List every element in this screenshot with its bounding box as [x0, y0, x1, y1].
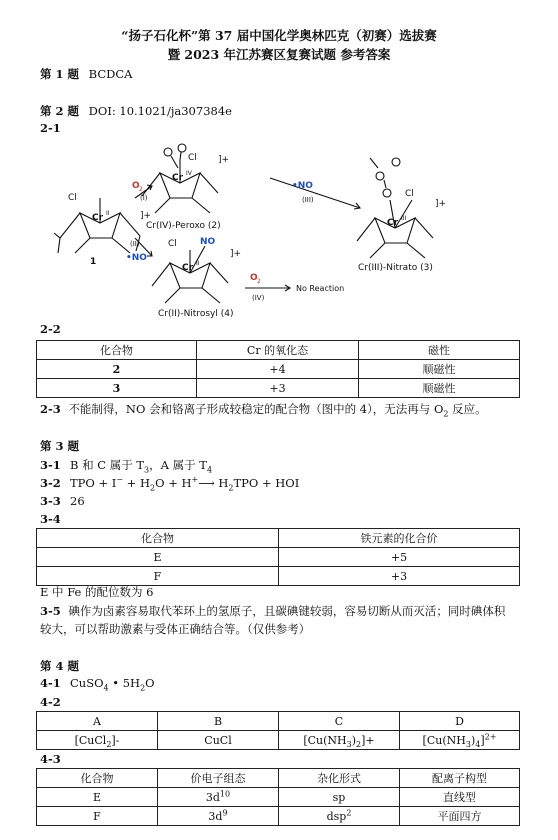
formula-part: [CuCl — [74, 733, 107, 747]
table-cell: 直线型 — [400, 788, 520, 807]
subscript: 4 — [206, 465, 213, 475]
charge-4: ]+ — [230, 249, 242, 259]
o2-reagent-1: O — [132, 181, 140, 191]
q4-1-label: 4-1 — [40, 676, 61, 690]
q2-2-label: 2-2 — [40, 322, 61, 336]
formula-part: 3d — [205, 790, 220, 804]
o2-reagent-4: O — [250, 273, 258, 283]
peroxo-label: Cr(IV)-Peroxo (2) — [146, 221, 221, 231]
superscript: + — [191, 475, 199, 485]
table-row — [37, 379, 520, 398]
table-header-row — [37, 341, 520, 360]
nitrato-label: Cr(III)-Nitrato (3) — [358, 263, 433, 273]
table-cell: E — [37, 788, 158, 807]
table-header-cell: 铁元素的化合价 — [279, 529, 520, 548]
table-header-cell: C — [279, 712, 400, 731]
q1-line — [40, 66, 132, 82]
formula-part: ]+ — [361, 733, 375, 747]
table-row — [37, 807, 520, 826]
table-cell: 顺磁性 — [359, 360, 520, 379]
o2-sub-4: 2 — [257, 278, 261, 285]
table-header-cell: 化合物 — [37, 341, 197, 360]
equation-part: TPO + HOI — [233, 476, 300, 490]
table-4-3 — [36, 768, 520, 826]
table-cell — [158, 788, 279, 807]
no-ligand-4: NO — [200, 237, 216, 247]
q3-label: 第 3 题 — [40, 439, 80, 453]
cr-ox-3: III — [401, 215, 407, 222]
table-cell — [279, 788, 400, 807]
equation-part: O + H — [155, 476, 192, 490]
subscript: 3 — [465, 739, 471, 749]
no-reagent-3: •NO — [292, 181, 313, 191]
q3-1-label: 3-1 — [40, 458, 61, 472]
formula-part: O — [145, 676, 155, 690]
step-3-label: (III) — [302, 196, 314, 204]
subscript: 2 — [150, 483, 156, 493]
subscript: 2 — [106, 739, 112, 749]
q3-1-answer: B 和 C 属于 T — [70, 458, 145, 472]
q4-label: 第 4 题 — [40, 659, 80, 673]
table-cell — [37, 731, 158, 750]
cr-center-2: Cr — [172, 173, 184, 183]
subscript: 4 — [103, 683, 109, 693]
q3-5-answer-line1: 碘作为卤素容易取代苯环上的氢原子，且碳碘键较弱，容易切断从而灭活；同时碘体积 — [68, 604, 506, 618]
q2-line — [40, 103, 232, 119]
q2-3-line — [40, 401, 487, 417]
table-header-cell: 杂化形式 — [279, 769, 400, 788]
table-header-cell: 化合物 — [37, 529, 279, 548]
cl-label-4: Cl — [168, 239, 177, 249]
formula-part: ) — [470, 733, 476, 747]
table-cell: F — [37, 567, 279, 586]
table-cell — [279, 807, 400, 826]
cr-ox-2: IV — [186, 170, 192, 177]
q2-3-answer: 不能制得，NO 会和铬离子形成较稳定的配合物（图中的 4），无法再与 O — [68, 402, 444, 416]
q3-coordination-line: E 中 Fe 的配位数为 6 — [40, 585, 154, 599]
cr-center-4: Cr — [182, 263, 194, 273]
table-cell: +3 — [279, 567, 520, 586]
cr-ox-1: II — [106, 210, 110, 217]
q1-answer: BCDCA — [88, 67, 133, 81]
table-cell: +5 — [279, 548, 520, 567]
q3-4-label: 3-4 — [40, 512, 61, 526]
table-cell: +3 — [197, 379, 359, 398]
table-header-cell: 配离子构型 — [400, 769, 520, 788]
cr-ox-4: II — [196, 260, 200, 267]
table-cell: E — [37, 548, 279, 567]
cr-center-3: Cr — [387, 218, 399, 228]
table-header-row — [37, 712, 520, 731]
compound-1-label: 1 — [90, 257, 97, 267]
formula-part: 3d — [208, 809, 223, 823]
superscript: 10 — [219, 788, 231, 798]
q4-3-label: 4-3 — [40, 752, 61, 766]
step-2-label: (II) — [130, 240, 140, 248]
q3-1-line — [40, 457, 212, 473]
subscript: 3 — [144, 465, 150, 475]
table-cell: 顺磁性 — [359, 379, 520, 398]
table-row — [37, 567, 520, 586]
cr-center-1: Cr — [92, 213, 104, 223]
formula-part: ]- — [111, 733, 120, 747]
table-cell — [158, 807, 279, 826]
q3-5-line2: 较大，可以帮助激素与受体正确结合等。（仅供参考） — [40, 622, 311, 636]
table-2-2 — [36, 340, 520, 398]
superscript: 2 — [346, 807, 352, 817]
superscript: 9 — [222, 807, 228, 817]
subscript: 3 — [346, 739, 352, 749]
equation-part: ⟶ H — [198, 476, 229, 490]
formula-part: CuSO — [70, 676, 104, 690]
table-row — [37, 788, 520, 807]
table-row — [37, 360, 520, 379]
q3-3-answer: 26 — [70, 494, 85, 508]
table-3-4 — [36, 528, 520, 586]
q2-1-label: 2-1 — [40, 121, 61, 135]
superscript: 2+ — [484, 731, 497, 741]
formula-part: ] — [480, 733, 485, 747]
q3-2-label: 3-2 — [40, 476, 61, 490]
q3-3-line — [40, 494, 85, 508]
formula-part: [Cu(NH — [303, 733, 347, 747]
charge-1: ]+ — [140, 211, 152, 221]
o2-sub-1: 2 — [139, 186, 143, 193]
q2-3-answer-end: 反应。 — [448, 402, 487, 416]
reaction-scheme-figure — [40, 138, 510, 318]
table-header-cell: 化合物 — [37, 769, 158, 788]
formula-part: dsp — [326, 809, 347, 823]
subscript: 2 — [228, 483, 234, 493]
charge-2: ]+ — [218, 155, 230, 165]
superscript: − — [116, 475, 124, 485]
q3-2-line — [40, 475, 300, 493]
cl-label-1: Cl — [68, 193, 77, 203]
table-4-2 — [36, 711, 520, 750]
table-row — [37, 548, 520, 567]
table-cell: 2 — [37, 360, 197, 379]
subscript: 2 — [443, 409, 449, 419]
table-header-cell: 价电子组态 — [158, 769, 279, 788]
table-header-row — [37, 769, 520, 788]
cl-label-3: Cl — [405, 189, 414, 199]
formula-part: sp — [332, 790, 346, 804]
table-header-cell: Cr 的氧化态 — [197, 341, 359, 360]
table-cell — [279, 731, 400, 750]
no-reagent-2: •NO — [126, 253, 147, 263]
q3-5-line1 — [40, 603, 505, 619]
table-cell: 3 — [37, 379, 197, 398]
q4-2-label: 4-2 — [40, 695, 61, 709]
table-cell: 平面四方 — [400, 807, 520, 826]
formula-part: [Cu(NH — [422, 733, 466, 747]
table-cell — [400, 731, 520, 750]
table-cell: F — [37, 807, 158, 826]
q2-label: 第 2 题 — [40, 104, 80, 118]
no-reaction-label: No Reaction — [296, 284, 345, 293]
step-4-label: (IV) — [252, 294, 265, 302]
q2-3-label: 2-3 — [40, 402, 61, 416]
table-header-cell: A — [37, 712, 158, 731]
q4-1-line — [40, 676, 155, 693]
q3-3-label: 3-3 — [40, 494, 61, 508]
step-1-label: (I) — [140, 194, 148, 202]
subscript: 4 — [475, 739, 481, 749]
formula-part: • 5H — [108, 676, 141, 690]
q3-1-answer-mid: ，A 属于 T — [149, 458, 207, 472]
nitrosyl-label: Cr(II)-Nitrosyl (4) — [158, 309, 234, 318]
subscript: 2 — [140, 683, 146, 693]
q1-label: 第 1 题 — [40, 67, 80, 81]
table-cell: +4 — [197, 360, 359, 379]
equation-part: TPO + I — [70, 476, 117, 490]
doc-title-line2: 暨 2023 年江苏赛区复赛试题 参考答案 — [167, 47, 391, 62]
charge-3: ]+ — [435, 199, 447, 209]
equation-part: + H — [123, 476, 151, 490]
table-cell: CuCl — [158, 731, 279, 750]
table-header-row — [37, 529, 520, 548]
table-row — [37, 731, 520, 750]
subscript: 2 — [356, 739, 362, 749]
table-header-cell: 磁性 — [359, 341, 520, 360]
table-header-cell: D — [400, 712, 520, 731]
formula-part: ) — [351, 733, 357, 747]
q2-doi: DOI: 10.1021/ja307384e — [88, 104, 232, 118]
q3-5-label: 3-5 — [40, 604, 61, 618]
cl-label-2: Cl — [188, 153, 197, 163]
doc-title-line1: “扬子石化杯”第 37 届中国化学奥林匹克（初赛）选拔赛 — [121, 28, 437, 43]
table-header-cell: B — [158, 712, 279, 731]
